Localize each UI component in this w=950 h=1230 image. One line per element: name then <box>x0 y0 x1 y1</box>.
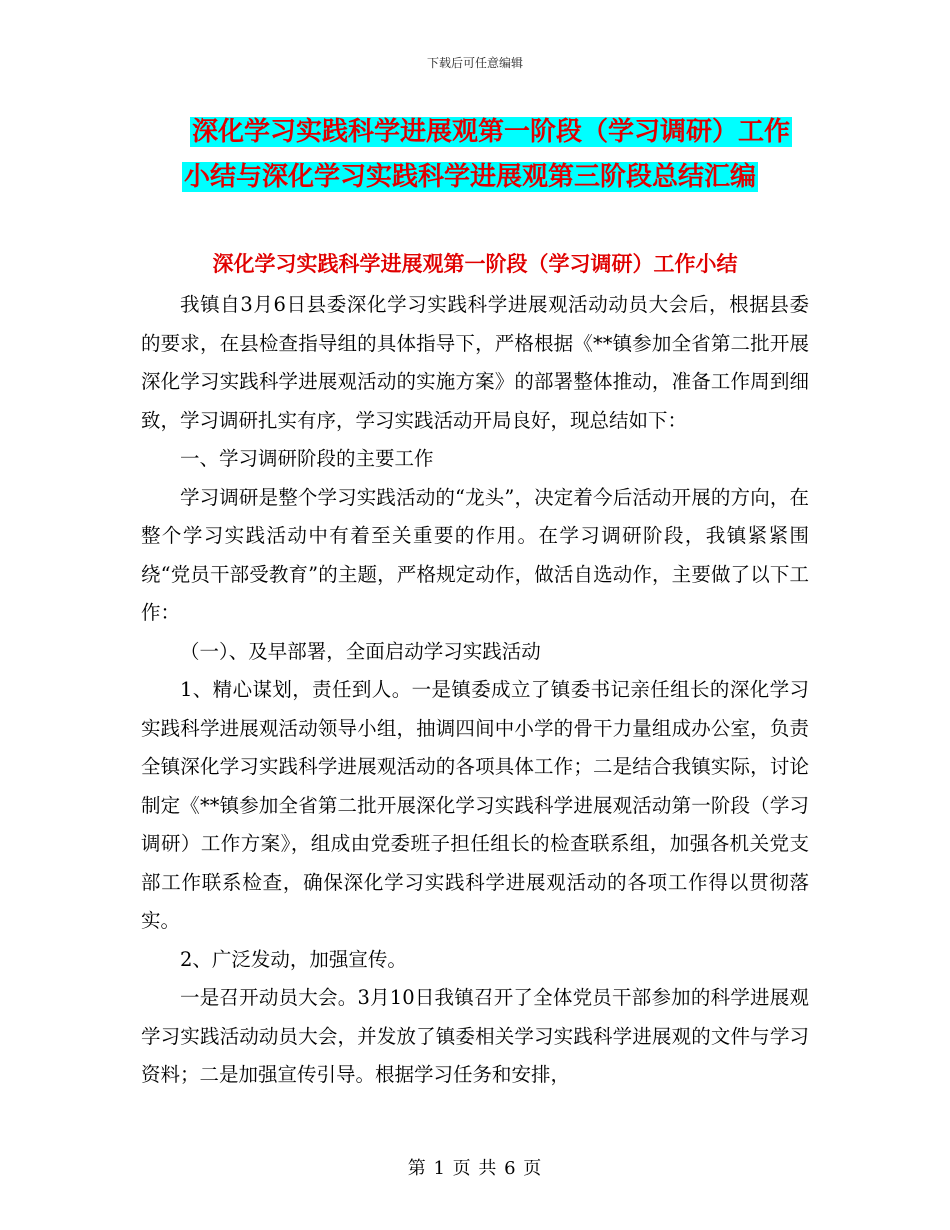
document-body <box>141 286 809 1095</box>
body-paragraph: 1、精心谋划，责任到人。一是镇委成立了镇委书记亲任组长的深化学习实践科学进展观活动领导小组，抽调四间中小学的骨干力量组成办公室，负责全镇深化学习实践科学进展观活动的各项具体工作；二是结合我镇实际，讨论制定《**镇参加全省第二批开展深化学习实践科学进展观活动第一阶段（学习调研）工作方案》，组成由党委班子担任组长的检查联系组，加强各机关党支部工作联系检查，确保深化学习实践科学进展观活动的各项工作得以贯彻落实。 <box>141 678 809 932</box>
title-highlight: 深化学习实践科学进展观第一阶段（学习调研）工作 <box>192 117 791 147</box>
body-paragraph: 我镇自3月6日县委深化学习实践科学进展观活动动员大会后，根据县委的要求，在县检查指导组的具体指导下，严格根据《**镇参加全省第二批开展深化学习实践科学进展观活动的实施方案》的部署整体推动，准备工作周到细致，学习调研扎实有序，学习实践活动开局良好，现总结如下： <box>141 293 809 432</box>
document-title-line-2 <box>182 157 862 197</box>
document-title-line-1 <box>190 112 870 152</box>
title-highlight: 小结与深化学习实践科学进展观第三阶段总结汇编 <box>184 162 757 192</box>
section-title: 深化学习实践科学进展观第一阶段（学习调研）工作小结 <box>212 252 738 276</box>
page-number-footer: 第 1 页 共 6 页 <box>407 1158 543 1179</box>
section-heading: 一、学习调研阶段的主要工作 <box>180 447 434 470</box>
header-note: 下载后可任意编辑 <box>426 56 523 70</box>
body-paragraph: 一是召开动员大会。3月10日我镇召开了全体党员干部参加的科学进展观学习实践活动动员大会，并发放了镇委相关学习实践科学进展观的文件与学习资料；二是加强宣传引导。根据学习任务和安排， <box>141 986 809 1086</box>
subsection-heading: （一）、及早部署，全面启动学习实践活动 <box>180 639 541 663</box>
body-paragraph: 学习调研是整个学习实践活动的“龙头”，决定着今后活动开展的方向，在整个学习实践活动中有着至关重要的作用。在学习调研阶段，我镇紧紧围绕“党员干部受教育”的主题，严格规定动作，做活自选动作，主要做了以下工作： <box>141 485 809 624</box>
item-heading: 2、广泛发动，加强宣传。 <box>180 947 407 971</box>
